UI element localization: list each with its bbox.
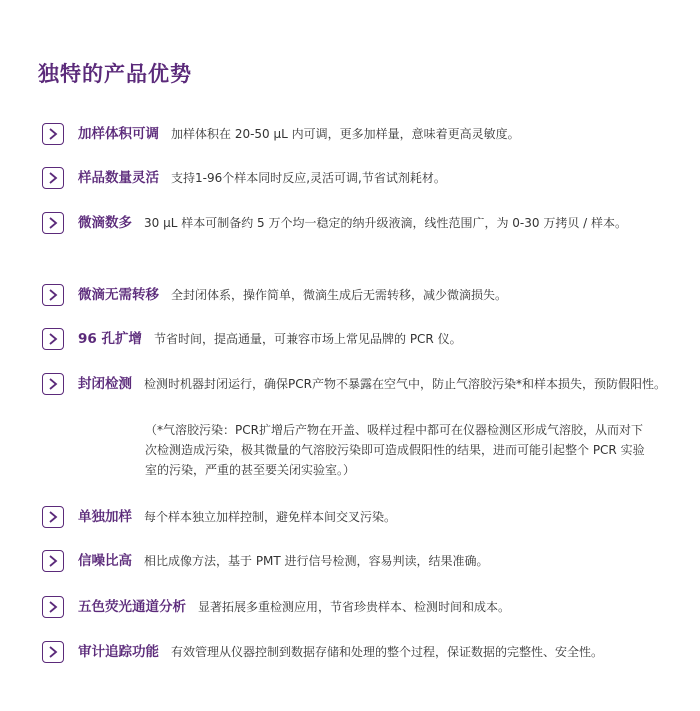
chevron-right-icon (42, 284, 64, 306)
chevron-right-icon (42, 596, 64, 618)
feature-desc: 加样体积在 20-50 μL 内可调，更多加样量，意味着更高灵敏度。 (171, 127, 520, 141)
feature-label: 单独加样 (78, 509, 132, 525)
feature-label: 96 孔扩增 (78, 331, 142, 347)
chevron-right-icon (42, 328, 64, 350)
chevron-right-icon (42, 212, 64, 234)
feature-label: 微滴数多 (78, 215, 132, 231)
feature-desc: 有效管理从仪器控制到数据存储和处理的整个过程，保证数据的完整性、安全性。 (171, 645, 604, 659)
chevron-right-icon (42, 167, 64, 189)
chevron-right-icon (42, 123, 64, 145)
feature-item-10 (42, 642, 672, 663)
feature-label: 样品数量灵活 (78, 170, 159, 186)
feature-item-9 (42, 597, 672, 618)
feature-desc: 全封闭体系，操作简单，微滴生成后无需转移，减少微滴损失。 (171, 288, 508, 302)
feature-desc: 支持1-96个样本同时反应,灵活可调,节省试剂耗材。 (171, 171, 446, 185)
aerosol-footnote: （*气溶胶污染：PCR扩增后产物在开盖、吸样过程中都可在仪器检测区形成气溶胶，从而对下次检测造成污染，极其微量的气溶胶污染即可造成假阳性的结果，进而可能引起整个 PCR 实验室的污染，严重的甚至要关闭实验室。） (145, 423, 645, 477)
feature-label: 加样体积可调 (78, 126, 159, 142)
feature-item-7 (42, 507, 672, 528)
feature-item-5 (42, 329, 672, 350)
chevron-right-icon (42, 550, 64, 572)
feature-item-3 (42, 213, 672, 234)
chevron-right-icon (42, 506, 64, 528)
chevron-right-icon (42, 641, 64, 663)
feature-label: 审计追踪功能 (78, 644, 159, 660)
feature-desc: 检测时机器封闭运行，确保PCR产物不暴露在空气中，防止气溶胶污染*和样本损失，预防假阳性。 (144, 377, 666, 391)
feature-desc: 相比成像方法，基于 PMT 进行信号检测，容易判读，结果准确。 (144, 554, 489, 568)
feature-label: 五色荧光通道分析 (78, 599, 186, 615)
feature-item-8 (42, 551, 672, 572)
feature-item-1 (42, 124, 672, 145)
feature-item-2 (42, 168, 672, 189)
chevron-right-icon (42, 373, 64, 395)
feature-label: 封闭检测 (78, 376, 132, 392)
feature-item-4 (42, 285, 672, 306)
feature-desc: 显著拓展多重检测应用，节省珍贵样本、检测时间和成本。 (198, 600, 511, 614)
feature-item-6 (42, 374, 672, 395)
feature-desc: 节省时间，提高通量，可兼容市场上常见品牌的 PCR 仪。 (154, 332, 462, 346)
feature-desc: 30 μL 样本可制备约 5 万个均一稳定的纳升级液滴，线性范围广，为 0-30 万拷贝 / 样本。 (144, 216, 628, 230)
feature-desc: 每个样本独立加样控制，避免样本间交叉污染。 (144, 510, 397, 524)
page-title: 独特的产品优势 (38, 62, 192, 86)
feature-label: 微滴无需转移 (78, 287, 159, 303)
feature-label: 信噪比高 (78, 553, 132, 569)
